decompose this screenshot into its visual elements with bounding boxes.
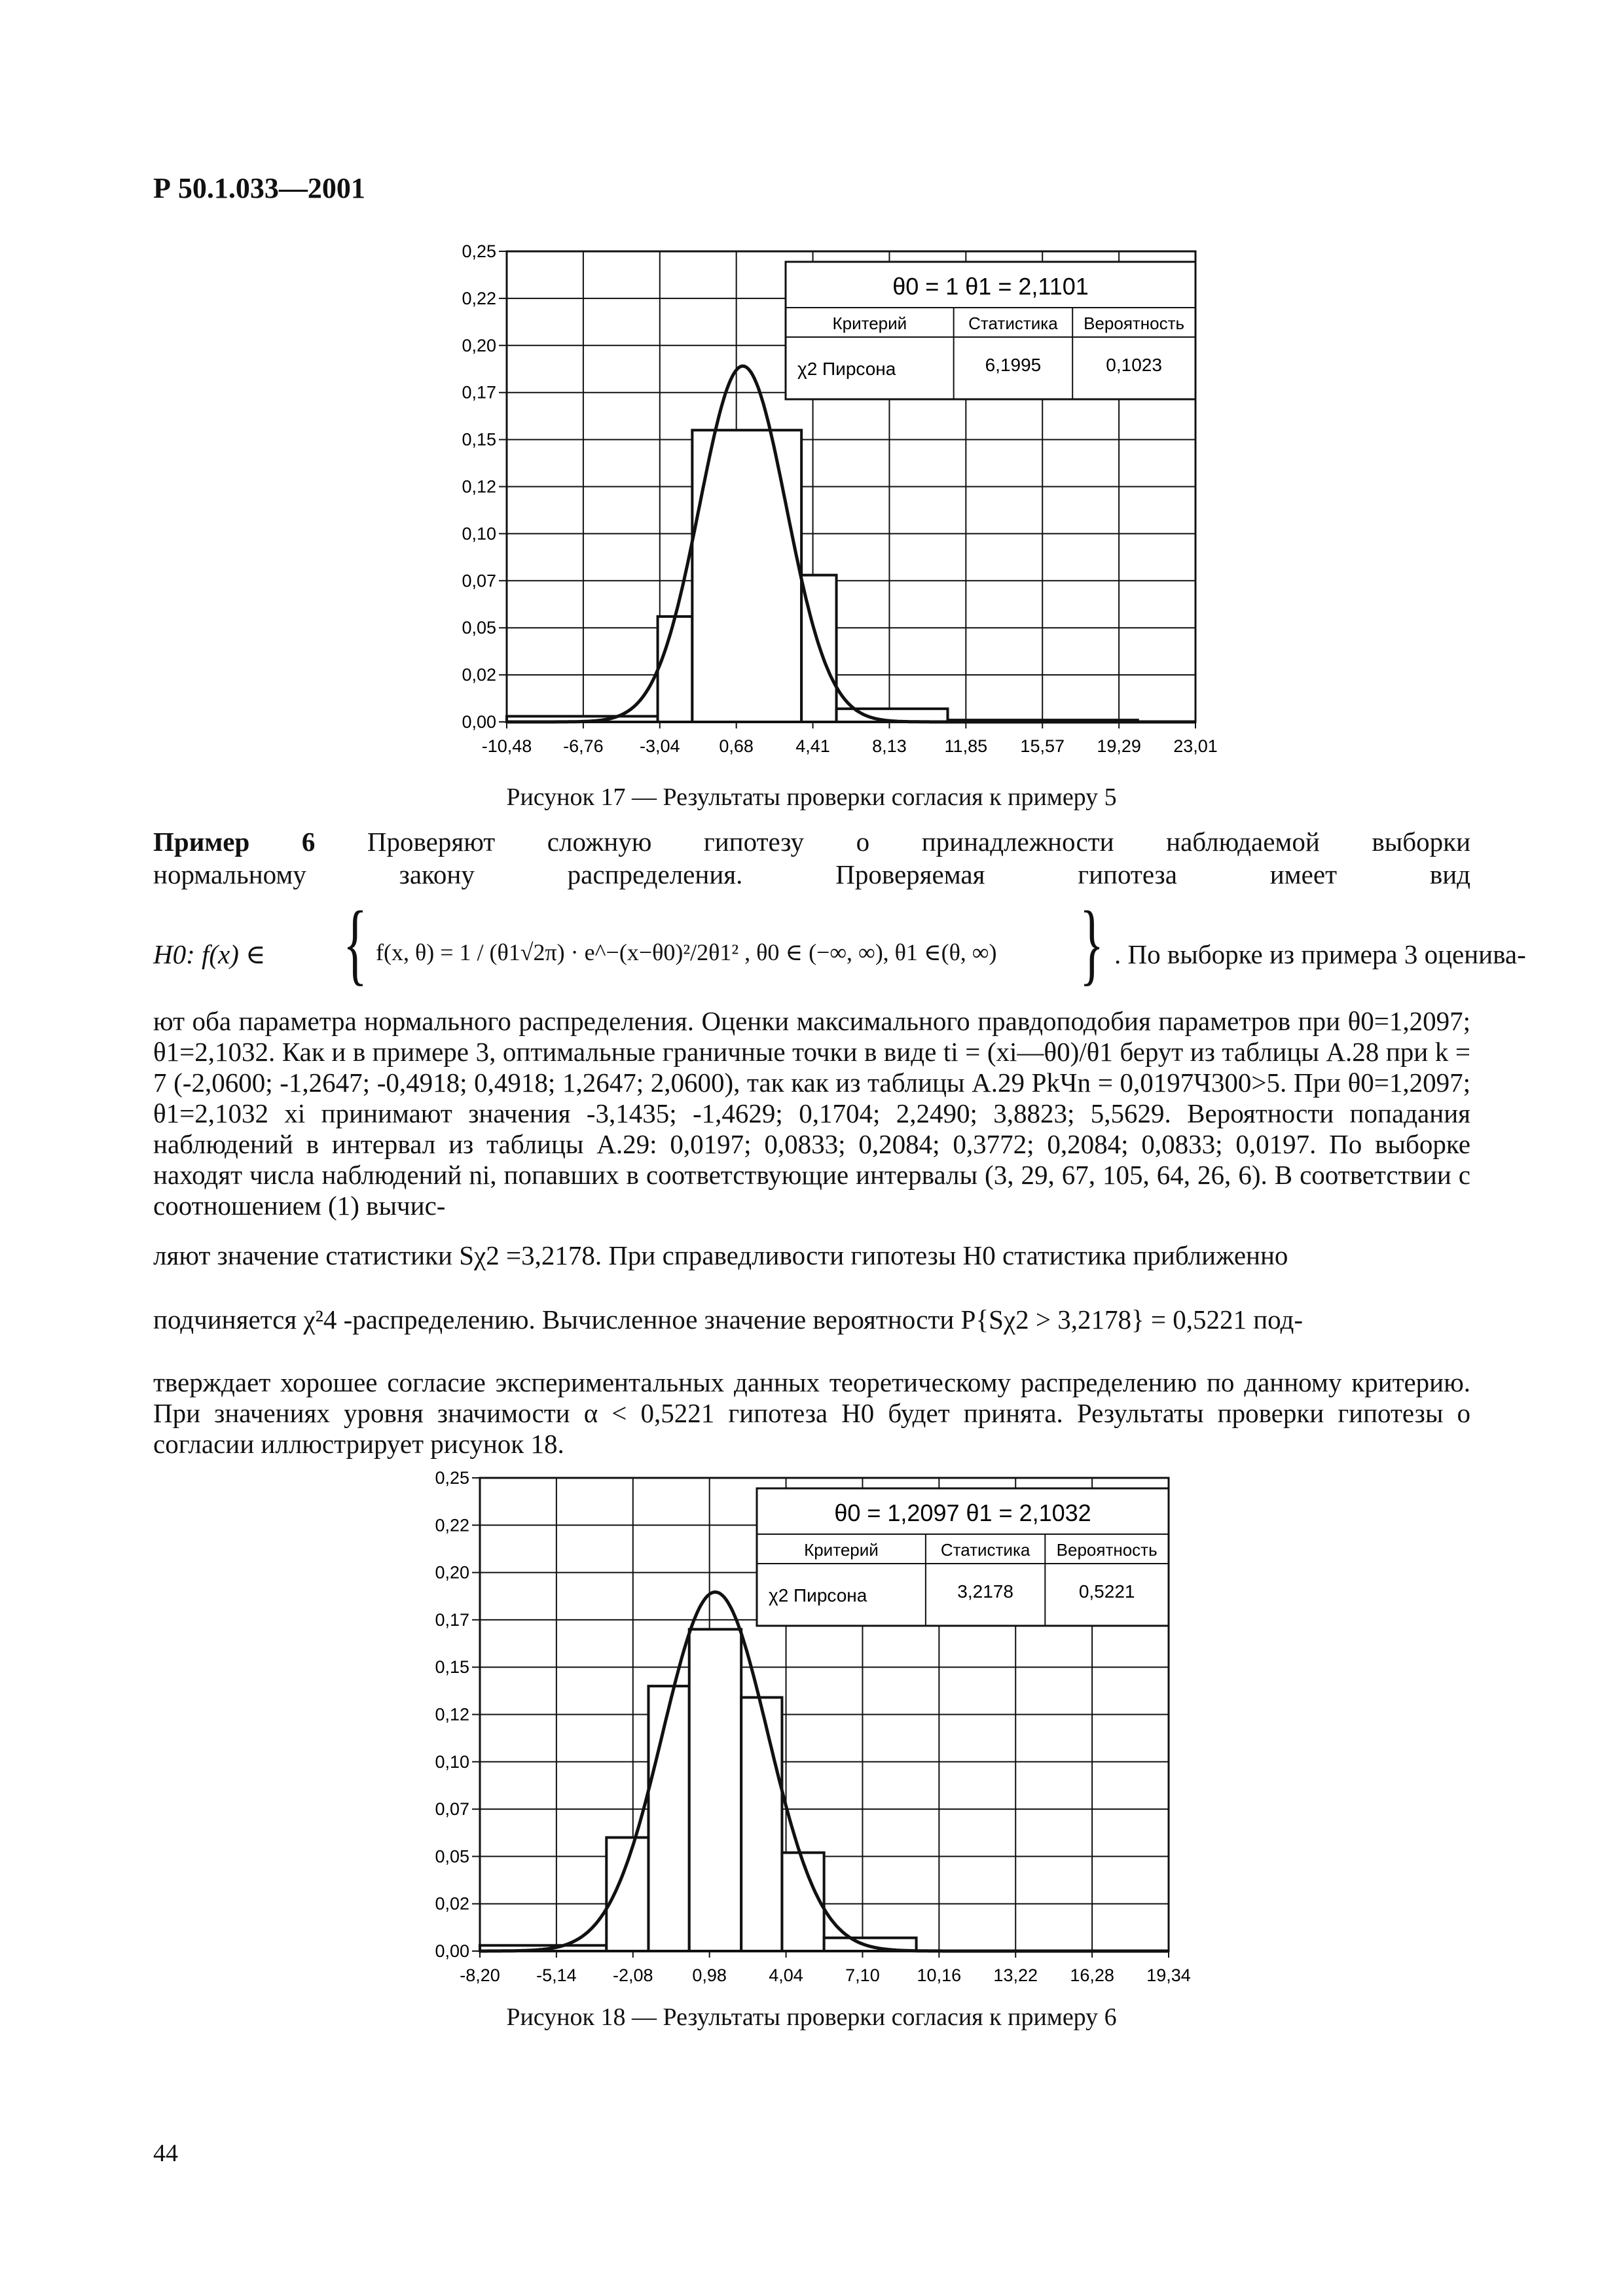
col-criterion-header: Критерий (804, 1540, 879, 1560)
statistic-value: 6,1995 (985, 355, 1042, 375)
x-tick-label: 15,57 (1020, 736, 1065, 756)
example6-line-prob: подчиняется χ²4 -распределению. Вычисленное значение вероятности P{Sχ2 > 3,2178} = 0,5221 под- (153, 1304, 1304, 1335)
histogram-bar (741, 1697, 782, 1951)
x-tick-label: 23,01 (1173, 736, 1218, 756)
x-tick-label: 7,10 (845, 1965, 880, 1985)
example6-line-stat: ляют значение статистики Sχ2 =3,2178. При справедливости гипотезы H0 статистика приближенно (153, 1240, 1288, 1270)
x-tick-label: 10,16 (917, 1965, 962, 1985)
criterion-value: χ2 Пирсона (797, 359, 896, 379)
y-tick-label: 0,20 (435, 1562, 469, 1583)
histogram-bar (648, 1686, 689, 1951)
x-tick-label: -10,48 (481, 736, 532, 756)
y-tick-label: 0,07 (462, 571, 496, 591)
figure-18-caption: Рисунок 18 — Результаты проверки согласия к примеру 6 (506, 2003, 1117, 2031)
example6-para2: тверждает хорошее согласие экспериментальных данных теоретическому распределению по данному критерию. При значениях уровня значимости α < 0,5221 гипотеза H0 будет принята. Результаты проверки гипотезы о согласии иллюстрирует рисунок 18. (153, 1367, 1470, 1459)
y-tick-label: 0,22 (435, 1515, 469, 1535)
example6-line2: нормальному закону распределения. Проверяемая гипотеза имеет вид (153, 859, 1470, 889)
x-tick-label: 19,34 (1146, 1965, 1191, 1985)
y-tick-label: 0,10 (435, 1751, 469, 1772)
col-probability-header: Вероятность (1084, 314, 1185, 333)
y-tick-label: 0,05 (435, 1846, 469, 1867)
parameters-label: θ0 = 1,2097 θ1 = 2,1032 (834, 1499, 1091, 1526)
y-tick-label: 0,02 (435, 1893, 469, 1914)
col-statistic-header: Статистика (940, 1540, 1030, 1560)
y-tick-label: 0,22 (462, 288, 496, 308)
example6-para1: ют оба параметра нормального распределения. Оценки максимального правдоподобия параметров при θ0=1,2097; θ1=2,1032. Как и в примере 3, оптимальные граничные точки в виде ti = (xi—θ0)/θ1 берут из таблицы А.28 при k = 7 (-2,0600; -1,2647; -0,4918; 0,4918; 1,2647; 2,0600), так как из таблицы А.29 PkЧn = 0,0197Ч300>5. При θ0=1,2097; θ1=2,1032 xi принимают значения -3,1435; -1,4629; 0,1704; 2,2490; 3,8823; 5,5629. Вероятности попадания наблюдений в интервал из таблицы А.29: 0,0197; 0,0833; 0,2084; 0,3772; 0,2084; 0,0833; 0,0197. По выборке находят числа наблюдений ni, попавших в соответствующие интервалы (3, 29, 67, 105, 64, 26, 6). В соответствии с соотношением (1) вычис- (153, 1006, 1470, 1221)
x-tick-label: 4,04 (769, 1965, 803, 1985)
y-tick-label: 0,07 (435, 1799, 469, 1820)
x-tick-label: 8,13 (872, 736, 907, 756)
eq-left-brace: { (343, 893, 367, 994)
col-statistic-header: Статистика (968, 314, 1058, 333)
doc-code: Р 50.1.033—2001 (153, 172, 365, 204)
figure-17-caption: Рисунок 17 — Результаты проверки согласия к примеру 5 (506, 783, 1117, 811)
y-tick-label: 0,12 (435, 1704, 469, 1725)
y-tick-label: 0,00 (462, 712, 496, 732)
x-tick-label: -3,04 (640, 736, 680, 756)
x-tick-label: 11,85 (944, 736, 988, 756)
y-tick-label: 0,20 (462, 335, 496, 355)
parameters-label: θ0 = 1 θ1 = 2,1101 (892, 273, 1089, 300)
col-probability-header: Вероятность (1056, 1540, 1158, 1560)
histogram-bar (689, 1629, 741, 1951)
example6-heading: Пример 6 (153, 827, 316, 857)
x-tick-label: -2,08 (613, 1965, 653, 1985)
y-tick-label: 0,00 (435, 1941, 469, 1961)
statistic-value: 3,2178 (957, 1581, 1013, 1602)
y-tick-label: 0,12 (462, 476, 496, 497)
eq-right-brace: } (1080, 893, 1104, 994)
histogram-bar (782, 1853, 824, 1951)
criterion-value: χ2 Пирсона (769, 1585, 867, 1605)
x-tick-label: 13,22 (993, 1965, 1038, 1985)
y-tick-label: 0,25 (435, 1468, 469, 1488)
y-tick-label: 0,15 (462, 429, 496, 450)
y-tick-label: 0,02 (462, 665, 496, 685)
x-tick-label: 0,68 (719, 736, 754, 756)
y-tick-label: 0,15 (435, 1657, 469, 1677)
x-tick-label: 0,98 (692, 1965, 727, 1985)
y-tick-label: 0,17 (435, 1609, 469, 1630)
x-tick-label: -8,20 (460, 1965, 500, 1985)
x-tick-label: 16,28 (1070, 1965, 1114, 1985)
y-tick-label: 0,25 (462, 242, 496, 261)
page-number: 44 (153, 2140, 178, 2167)
example6-line1-rest: Проверяют сложную гипотезу о принадлежности наблюдаемой выборки (367, 827, 1471, 857)
eq-set: f(x, θ) = 1 / (θ1√2π) · e^−(x−θ0)²/2θ1² , θ0 ∈ (−∞, ∞), θ1 ∈(θ, ∞) (376, 939, 997, 965)
x-tick-label: -5,14 (536, 1965, 577, 1985)
probability-value: 0,5221 (1078, 1581, 1135, 1602)
eq-tail: . По выборке из примера 3 оценива- (1114, 939, 1526, 969)
y-tick-label: 0,17 (462, 382, 496, 403)
col-criterion-header: Критерий (832, 314, 907, 333)
x-tick-label: -6,76 (563, 736, 604, 756)
x-tick-label: 19,29 (1097, 736, 1141, 756)
eq-h0: H0: f(x) ∈ (153, 939, 266, 969)
y-tick-label: 0,05 (462, 618, 496, 638)
y-tick-label: 0,10 (462, 524, 496, 544)
probability-value: 0,1023 (1106, 355, 1162, 375)
x-tick-label: 4,41 (795, 736, 830, 756)
